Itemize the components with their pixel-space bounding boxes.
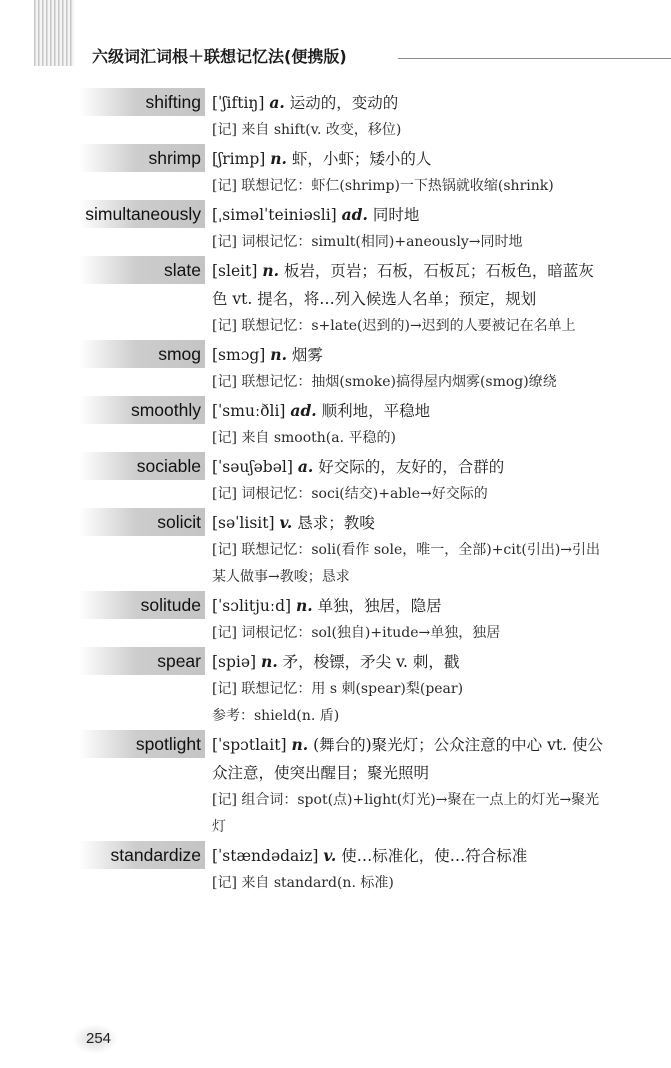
phonetic: [ˈsɔlitjuːd] <box>212 597 292 615</box>
headword: standardize <box>79 841 205 869</box>
definition <box>212 144 607 173</box>
vocabulary-entry <box>0 88 671 144</box>
phonetic: [ˈspɔtlait] <box>212 736 287 754</box>
phonetic: [ˌsiməlˈteiniəsli] <box>212 206 337 224</box>
meaning: 虾，小虾；矮小的人 <box>291 150 432 168</box>
memory-note: [记] 词根记忆：soci(结交)+able→好交际的 <box>212 486 488 502</box>
definition <box>212 591 607 620</box>
definition <box>212 340 607 369</box>
definition <box>212 730 607 787</box>
memory-note: [记] 联想记忆：s+late(迟到的)→迟到的人要被记在名单上 <box>212 318 576 334</box>
headword: shrimp <box>79 144 205 172</box>
definition <box>212 256 607 313</box>
meaning: (舞台的)聚光灯；公众注意的中心 vt. 使公众注意，使突出醒目；聚光照明 <box>212 736 603 782</box>
meaning: 好交际的，友好的，合群的 <box>318 458 505 476</box>
part-of-speech: v. <box>323 846 337 865</box>
phonetic: [ˈsmuːðli] <box>212 402 286 420</box>
memory-note: [记] 联想记忆：soli(看作 sole，唯一，全部)+cit(引出)→引出某人做事→教唆；恳求 <box>212 542 601 585</box>
meaning: 单独，独居，隐居 <box>317 597 442 615</box>
phonetic: [ˈstændədaiz] <box>212 847 319 865</box>
part-of-speech: n. <box>262 261 279 280</box>
page-header-title: 六级词汇词根＋联想记忆法(便携版) <box>92 47 347 66</box>
phonetic: [spiə] <box>212 653 257 671</box>
definition <box>212 88 607 117</box>
vocabulary-entry <box>0 730 671 841</box>
memory-note: [记] 词根记忆：sol(独自)+itude→单独，独居 <box>212 625 501 641</box>
vocabulary-entry <box>0 144 671 200</box>
vocabulary-entry <box>0 508 671 591</box>
part-of-speech: a. <box>269 93 285 112</box>
memory-note: [记] 组合词：spot(点)+light(灯光)→聚在一点上的灯光→聚光灯 <box>212 792 600 835</box>
vocabulary-entry <box>0 340 671 396</box>
part-of-speech: v. <box>279 513 293 532</box>
meaning: 烟雾 <box>291 346 323 364</box>
header-rule <box>398 58 671 59</box>
phonetic: [səˈlisit] <box>212 514 275 532</box>
headword: solitude <box>79 591 205 619</box>
headword: sociable <box>79 452 205 480</box>
part-of-speech: ad. <box>290 401 317 420</box>
vocabulary-list <box>0 88 671 897</box>
headword: spotlight <box>79 730 205 758</box>
memory-note: [记] 来自 standard(n. 标准) <box>212 875 394 891</box>
definition <box>212 508 607 537</box>
headword: smoothly <box>79 396 205 424</box>
reference-note: 参考：shield(n. 盾) <box>212 708 340 724</box>
phonetic: [ˈsəuʃəbəl] <box>212 458 293 476</box>
meaning: 恳求；教唆 <box>297 514 375 532</box>
part-of-speech: n. <box>270 149 287 168</box>
definition <box>212 647 607 676</box>
headword: smog <box>79 340 205 368</box>
vocabulary-entry <box>0 647 671 730</box>
vocabulary-entry <box>0 200 671 256</box>
meaning: 板岩，页岩；石板，石板瓦；石板色，暗蓝灰色 vt. 提名，将…列入候选人名单；预定，规划 <box>212 262 594 308</box>
part-of-speech: a. <box>297 457 314 476</box>
memory-note: [记] 来自 shift(v. 改变，移位) <box>212 122 402 138</box>
headword: slate <box>79 256 205 284</box>
headword: spear <box>79 647 205 675</box>
meaning: 矛，梭镖，矛尖 v. 刺，戳 <box>282 653 460 671</box>
meaning: 运动的，变动的 <box>289 94 399 112</box>
headword: shifting <box>79 88 205 116</box>
phonetic: [smɔg] <box>212 346 266 364</box>
part-of-speech: ad. <box>341 205 368 224</box>
memory-note: [记] 来自 smooth(a. 平稳的) <box>212 430 396 446</box>
definition <box>212 396 607 425</box>
memory-note: [记] 词根记忆：simult(相同)+aneously→同时地 <box>212 234 523 250</box>
vocabulary-entry <box>0 452 671 508</box>
memory-note: [记] 联想记忆：用 s 刺(spear)梨(pear) <box>212 681 464 697</box>
definition <box>212 200 607 229</box>
definition <box>212 841 607 870</box>
memory-note: [记] 联想记忆：虾仁(shrimp)一下热锅就收缩(shrink) <box>212 178 554 194</box>
headword: simultaneously <box>79 200 205 228</box>
phonetic: [ʃrimp] <box>212 150 266 168</box>
page-number: 254 <box>86 1030 112 1047</box>
headword: solicit <box>79 508 205 536</box>
meaning: 使…标准化，使…符合标准 <box>341 847 528 865</box>
phonetic: [ˈʃiftiŋ] <box>212 94 265 112</box>
meaning: 同时地 <box>372 206 420 224</box>
vocabulary-entry <box>0 396 671 452</box>
part-of-speech: n. <box>291 735 309 754</box>
phonetic: [sleit] <box>212 262 258 280</box>
vocabulary-entry <box>0 256 671 340</box>
meaning: 顺利地，平稳地 <box>321 402 431 420</box>
definition <box>212 452 607 481</box>
part-of-speech: n. <box>296 596 313 615</box>
vocabulary-entry <box>0 591 671 647</box>
part-of-speech: n. <box>270 345 287 364</box>
header-decoration <box>34 0 74 66</box>
memory-note: [记] 联想记忆：抽烟(smoke)搞得屋内烟雾(smog)缭绕 <box>212 374 557 390</box>
part-of-speech: n. <box>261 652 278 671</box>
vocabulary-entry <box>0 841 671 897</box>
